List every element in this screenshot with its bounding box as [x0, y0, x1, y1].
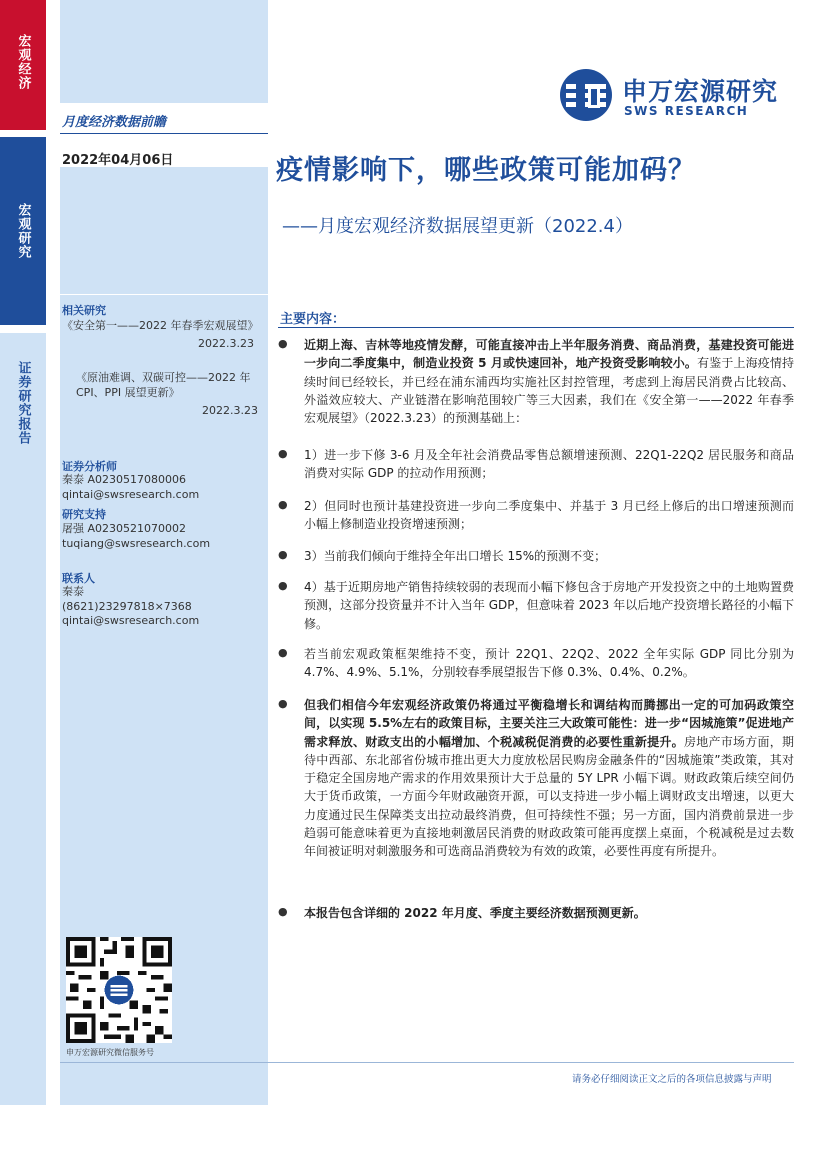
sws-logo-icon [558, 68, 614, 122]
main-content-heading: 主要内容： [280, 312, 346, 327]
info-panel-middle [60, 167, 268, 294]
page-title: 疫情影响下，哪些政策可能加码？ [276, 155, 696, 186]
bullet-text: 4）基于近期房地产销售持续较弱的表现而小幅下修包含于房地产开发投资之中的土地购置费预测，这部分投资量并不计入当年 GDP，但意味着 2023 年以后地产投资增长路径的小幅下修。 [304, 580, 794, 631]
divider [278, 327, 794, 328]
disclaimer-notice: 请务必仔细阅读正文之后的各项信息披露与声明 [572, 1074, 772, 1085]
bullet-icon: ● [278, 579, 288, 592]
related-item-date: 2022.3.23 [202, 404, 258, 417]
sidebar-section-label: 宏观研究 [15, 203, 31, 259]
bullet-icon: ● [278, 646, 288, 659]
bullet-icon: ● [278, 548, 288, 561]
sidebar-section-label: 宏观经济 [15, 34, 31, 90]
sidebar-section-securities-report [0, 333, 46, 1105]
related-item-title: 《安全第一——2022 年春季宏观展望》 [62, 319, 259, 332]
bullet-icon: ● [278, 905, 288, 918]
logo-text-en: SWS RESEARCH [624, 104, 749, 118]
support-name-id: 屠强 A0230521070002 [62, 522, 187, 535]
sidebar-section-label: 证券研究报告 [15, 361, 31, 445]
bullet-icon: ● [278, 447, 288, 460]
sidebar-section-macro-economy [0, 0, 46, 130]
bullet-bold-text: 本报告包含详细的 2022 年月度、季度主要经济数据预测更新。 [304, 906, 646, 920]
bullet-icon: ● [278, 337, 288, 350]
related-research-heading: 相关研究 [62, 304, 106, 317]
bullet-text: 3）当前我们倾向于维持全年出口增长 15%的预测不变； [304, 549, 607, 563]
footer-divider [60, 1062, 794, 1063]
report-date: 2022年04月06日 [62, 153, 174, 168]
list-item [278, 336, 794, 427]
contact-name: 秦泰 [62, 585, 84, 598]
bullet-text: 有鉴于上海疫情持续时间已经较长，并已经在浦东浦西均实施社区封控管理，考虑到上海居民消费占比较高、外溢效应较大、产业链潜在影响范围较广等三大因素，我们在《安全第一——2022 年春季宏观展望》（2022.3.23）的预测基础上： [304, 356, 794, 426]
related-item-title: 《原油难调、双碳可控——2022 年 [76, 371, 251, 384]
contact-phone: (8621)23297818×7368 [62, 600, 192, 613]
related-item-title: CPI、PPI 展望更新》 [76, 386, 180, 399]
sidebar-section-macro-research [0, 137, 46, 325]
research-support-heading: 研究支持 [62, 508, 106, 521]
qr-caption: 申万宏源研究微信服务号 [66, 1048, 154, 1057]
analyst-name-id: 秦泰 A0230517080006 [62, 473, 187, 486]
bullet-bold-text: 近期上海、吉林等地疫情发酵，可能直接冲击上半年服务消费、商品消费，基建投资可能进一步向二季度集中，制造业投资 5 月或快速回补，地产投资受影响较小。 [304, 338, 794, 371]
page-subtitle: ——月度宏观经济数据展望更新（2022.4） [282, 216, 633, 237]
list-item [278, 904, 794, 922]
bullet-text: 1）进一步下修 3-6 月及全年社会消费品零售总额增速预测、22Q1-22Q2 居民服务和商品消费对实际 GDP 的拉动作用预测； [304, 448, 794, 481]
logo-text-cn: 申万宏源研究 [622, 77, 779, 106]
analyst-heading: 证券分析师 [62, 460, 117, 473]
analyst-email[interactable]: qintai@swsresearch.com [62, 488, 200, 501]
support-email[interactable]: tuqiang@swsresearch.com [62, 537, 211, 550]
contact-email[interactable]: qintai@swsresearch.com [62, 614, 200, 627]
list-item [278, 696, 794, 861]
related-item-date: 2022.3.23 [198, 337, 254, 350]
list-item [278, 497, 794, 534]
list-item [278, 645, 794, 682]
bullet-text: 若当前宏观政策框架维持不变，预计 22Q1、22Q2、2022 全年实际 GDP 同比分别为 4.7%、4.9%、5.1%，分别较春季展望报告下修 0.3%、0.4%、0.2%。 [304, 647, 794, 680]
qr-code-icon [66, 937, 172, 1043]
divider [60, 133, 268, 134]
bullet-bold-text: 但我们相信今年宏观经济政策仍将通过平衡稳增长和调结构而腾挪出一定的可加码政策空间，以实现 5.5%左右的政策目标，主要关注三大政策可能性：进一步“因城施策”促进地产需求释放、财政支出的小幅增加、个税减税促消费的必要性重新提升。 [304, 698, 794, 749]
bullet-text: 2）但同时也预计基建投资进一步向二季度集中、并基于 3 月已经上修后的出口增速预测而小幅上修制造业投资增速预测； [304, 499, 794, 532]
list-item [278, 446, 794, 483]
list-item [278, 578, 794, 633]
report-category: 月度经济数据前瞻 [62, 115, 167, 130]
info-panel-top [60, 0, 268, 103]
list-item [278, 547, 794, 565]
contact-heading: 联系人 [62, 572, 95, 585]
bullet-text: 房地产市场方面，期待中西部、东北部省份城市推出更大力度放松居民购房金融条件的“因城施策”类政策，其对于稳定全国房地产需求的作用效果预计大于总量的 5Y LPR 小幅下调。财政政策后续空间仍大于货币政策，一方面今年财政融资开源，可以支持进一步小幅上调财政支出增速，以更大力度通过民生保障类支出拉动最终消费，但可持续性不强；另一方面，国内消费前景进一步趋弱可能意味着更为直接地刺激居民消费的财政政策可能再度摆上桌面，个税减税是过去数年间被证明对刺激服务和可选商品消费较为有效的政策，必要性再度有所提升。 [304, 734, 794, 859]
bullet-icon: ● [278, 697, 288, 710]
bullet-icon: ● [278, 498, 288, 511]
